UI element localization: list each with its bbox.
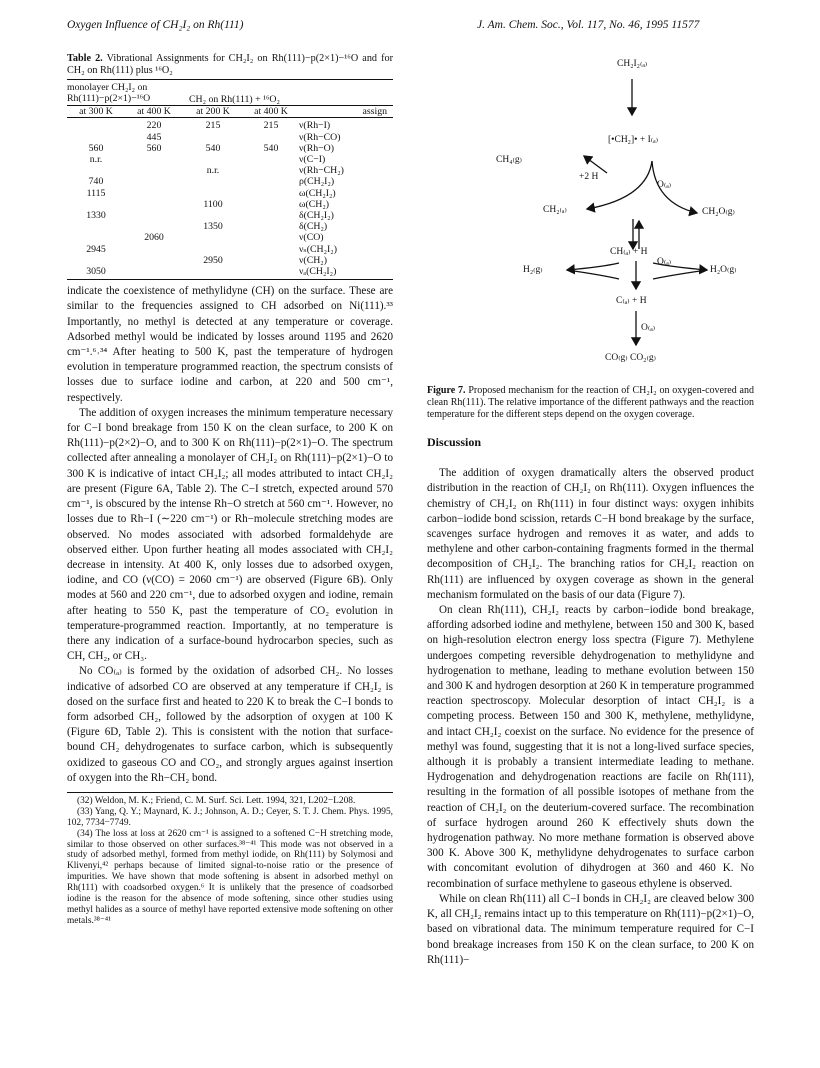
table-cell-assign: δ(CH₂I₂) <box>299 210 334 222</box>
table-cell: 560 <box>88 142 104 154</box>
table-cell <box>183 210 243 221</box>
table-cell <box>125 188 183 199</box>
section-title: Discussion <box>427 435 482 449</box>
table-row <box>67 210 393 221</box>
table-cell: 215 <box>205 120 221 132</box>
table-cell: 2945 <box>86 243 106 255</box>
table-caption-text: Vibrational Assignments for CH₂I₂ on Rh(111)−p(2×1)−¹⁶O and for CH₂ on Rh(111) plus ¹⁶O₂ <box>67 53 393 76</box>
table-group-header-2: CH₂ on Rh(111) + ¹⁶O₂ <box>189 94 280 105</box>
table-group-header-1: monolayer CH₂I₂ on Rh(111)−p(2×1)−¹⁶O <box>67 82 151 105</box>
table-cell: 2950 <box>203 254 223 266</box>
table-cell-assign: νₛ(CH₂I₂) <box>299 243 337 255</box>
table-cell <box>183 266 243 277</box>
arrow <box>567 263 619 270</box>
table-cell <box>243 199 299 210</box>
table-cell <box>125 199 183 210</box>
table-cell-assign: ν(Rh−CH₂) <box>299 165 344 177</box>
table-cell <box>243 176 299 187</box>
table-cell-assign: ν(CH₂) <box>299 254 327 266</box>
label-ch2o: CH₂O₍g₎ <box>702 207 735 217</box>
label-plus-2h: +2 H <box>579 172 599 182</box>
table-caption-label: Table 2. <box>67 53 103 64</box>
table-cell <box>125 244 183 255</box>
table-row <box>67 266 393 277</box>
body-paragraph: While on clean Rh(111) all C−I bonds in CH₂I₂ are cleaved below 300 K, all CH₂I₂ remains intact up to this temperature on Rh(111)−p(2×1)−O, based on vibrational data. The minimum temperature required for C−I bond breakage increases from 150 K on the clean surface, to 200 K on Rh(111)− <box>427 892 754 966</box>
table-cell <box>243 255 299 266</box>
table-row <box>67 199 393 210</box>
table-cell <box>67 165 125 176</box>
table-row <box>67 232 393 243</box>
table-cell-assign: νₐ(CH₂I₂) <box>299 266 337 278</box>
table-cell: 3050 <box>86 266 106 278</box>
table-cell <box>183 176 243 187</box>
label-oa: O₍ₐ₎ <box>657 257 672 267</box>
table-cell: 1350 <box>203 221 223 233</box>
table-cell <box>243 232 299 243</box>
running-header-left: Oxygen Influence of CH₂I₂ on Rh(111) <box>67 19 244 31</box>
table-cell-assign: ν(Rh−CO) <box>299 131 341 143</box>
figure-caption-label: Figure 7. <box>427 385 466 396</box>
label-co-co2: CO₍g₎ CO₂₍g₎ <box>605 353 656 363</box>
label-oa: O₍ₐ₎ <box>657 180 672 190</box>
footnote: (34) The loss at loss at 2620 cm⁻¹ is assigned to a softened C−H stretching mode, similar to those observed on other surfaces.³⁸⁻⁴¹ This mode was not observed in a study of adsorbed methyl, formed from methyl iodide, on Rh(111) by Solymosi and Klivenyi,⁴² perhaps because of limited signal-to-noise ratio or the presence of impurities. We have shown that mode softening is absent in adsorbed methyl on Rh(111) with coadsorbed oxygen.⁶ It is unlikely that the presence of coadsorbed iodine is the reason for the absence of mode softening, since other studies using methyl halides as a source of methyl have reported extensive mode softening on other metals.³⁸⁻⁴¹ <box>67 828 393 926</box>
table-cell <box>183 188 243 199</box>
table-cell: 740 <box>88 176 104 188</box>
table-cell <box>243 244 299 255</box>
table-cell <box>67 132 125 143</box>
table-cell-assign: ν(C−I) <box>299 154 326 166</box>
table-cell: 1115 <box>86 187 106 199</box>
table-cell: 1330 <box>86 210 106 222</box>
table-cell <box>183 244 243 255</box>
table-cell <box>125 165 183 176</box>
table-cell: 220 <box>146 120 162 132</box>
table-cell-assign: δ(CH₂) <box>299 221 328 233</box>
table-caption <box>67 53 393 77</box>
label-oa: O₍ₐ₎ <box>641 323 656 333</box>
label-c-plus-h: C₍ₐ₎ + H <box>616 296 647 306</box>
table-cell: 540 <box>205 142 221 154</box>
table-cell <box>243 188 299 199</box>
table-cell <box>243 154 299 165</box>
table-cell <box>125 210 183 221</box>
table-cell: n.r. <box>89 154 103 166</box>
right-column <box>427 53 754 968</box>
label-ch2-radical: [•CH₂]• + I₍ₐ₎ <box>608 135 659 145</box>
left-column <box>67 53 393 927</box>
table-col-header: at 300 K <box>79 106 113 118</box>
table-col-header: assign <box>362 106 387 118</box>
table-cell <box>67 199 125 210</box>
table-row <box>67 143 393 154</box>
table-cell <box>243 266 299 277</box>
figure-caption-text: Proposed mechanism for the reaction of CH₂I₂ on oxygen-covered and clean Rh(111). The relative importance of the different pathways and the reaction temperature for the different steps depend on the oxygen coverage. <box>427 385 754 420</box>
running-header-right: J. Am. Chem. Soc., Vol. 117, No. 46, 1995 11577 <box>477 19 700 31</box>
table-cell <box>125 154 183 165</box>
table-cell-assign: ω(CH₂I₂) <box>299 187 336 199</box>
table-cell: 540 <box>263 142 279 154</box>
table-cell <box>243 210 299 221</box>
table-cell: 2060 <box>144 232 164 244</box>
table-cell: 1100 <box>203 198 223 210</box>
table-cell <box>243 132 299 143</box>
table-cell-assign: ν(Rh−O) <box>299 142 334 154</box>
table-row <box>67 255 393 266</box>
label-ch-plus-h: CH₍ₐ₎ + H <box>610 247 648 257</box>
table-cell <box>67 232 125 243</box>
body-paragraph: No CO₍ₐ₎ is formed by the oxidation of adsorbed CH₂. No losses indicative of adsorbed CO are observed at any temperature if CH₂I₂ is dosed on the surface first and heated to 220 K to break the C−I bonds to form adsorbed CH₂, followed by the adsorption of oxygen at 100 K (Figure 6D, Table 2). This is consistent with the notion that surface-bound CH₂ dehydrogenates to surface carbon, which is subsequently oxidized to gaseous CO and CO₂, and strongly argues against insertion of oxygen into the Rh−CH₂ bond. <box>67 665 393 784</box>
table-cell: 445 <box>146 131 162 143</box>
table-col-header: at 400 K <box>137 106 171 118</box>
label-ch2i2: CH₂I₂₍ₐ₎ <box>617 59 648 69</box>
table-cell <box>67 255 125 266</box>
table-row <box>67 188 393 199</box>
table-row <box>67 132 393 143</box>
label-ch2a: CH₂₍ₐ₎ <box>543 205 567 215</box>
table-cell: n.r. <box>206 165 220 177</box>
table-cell <box>125 255 183 266</box>
table-cell <box>243 165 299 176</box>
label-h2o: H₂O₍g₎ <box>710 265 737 275</box>
table-row <box>67 118 393 132</box>
table-cell: 215 <box>263 120 279 132</box>
table-cell-assign: ρ(CH₂I₂) <box>299 176 335 188</box>
table-row <box>67 221 393 232</box>
table-cell-assign: ν(CO) <box>299 232 324 244</box>
table-row <box>67 154 393 165</box>
vibrational-assignments-table <box>67 79 393 277</box>
footnotes <box>67 792 393 927</box>
table-cell <box>125 221 183 232</box>
arrow-stroke <box>653 270 707 279</box>
table-row <box>67 165 393 176</box>
table-cell <box>183 132 243 143</box>
body-paragraph: indicate the coexistence of methylidyne (CH) on the surface. These are similar to the frequencies assigned to CH adsorbed on Ni(111).³³ Importantly, no methyl is detected at any temperature or coverage. Adsorbed methyl would be indicated by losses around 1195 and 2620 cm⁻¹.⁶˒³⁴ After heating to 500 K, past the temperature of hydrogen evolution in temperature programmed reaction, the spectrum consists of losses due to surface iodine and carbon, at 220 and 500 cm⁻¹, respectively. <box>67 285 393 404</box>
table-cell-assign: ω(CH₂) <box>299 198 329 210</box>
figure-caption <box>427 385 754 421</box>
table-cell <box>243 221 299 232</box>
label-ch4: CH₄₍g₎ <box>496 155 522 165</box>
table-cell <box>183 154 243 165</box>
table-row <box>67 244 393 255</box>
table-cell <box>67 221 125 232</box>
table-cell <box>183 232 243 243</box>
table-cell <box>125 266 183 277</box>
table-cell <box>67 118 125 132</box>
table-cell: 560 <box>146 142 162 154</box>
table-col-header: at 400 K <box>254 106 288 118</box>
footnote: (33) Yang, Q. Y.; Maynard, K. J.; Johnson, A. D.; Ceyer, S. T. J. Chem. Phys. 1995, 102, 7734−7749. <box>67 806 393 828</box>
footnote: (32) Weldon, M. K.; Friend, C. M. Surf. Sci. Lett. 1994, 321, L202−L208. <box>77 795 356 806</box>
table-col-header: at 200 K <box>196 106 230 118</box>
table-cell-assign: ν(Rh−I) <box>299 120 331 132</box>
mechanism-figure <box>427 53 754 385</box>
table-row <box>67 176 393 187</box>
body-paragraph: The addition of oxygen dramatically alters the observed product distribution in the reaction of CH₂I₂ on Rh(111). Oxygen influences the chemistry of CH₂I₂ on Rh(111) in four distinct ways: oxygen inhibits carbon−iodide bond scission, retards C−H bond breakage by the surface, scavenges surface hydrogen and removes it as water, and adds to methylene and other carbon-containing fragments formed in the thermal decomposition of CH₂I₂. The branching ratios for CH₂I₂ reaction on Rh(111) are influenced by oxygen coverage as shown in the general mechanism formulated on the basis of our data (Figure 7). <box>427 467 754 601</box>
arrow-stroke <box>567 270 619 279</box>
body-paragraph: The addition of oxygen increases the minimum temperature necessary for C−I bond breakage from 150 K on the clean surface, to 200 K on Rh(111)−p(2×2)−O, and to 300 K on Rh(111)−p(2×1)−O. The spectrum collected after annealing a monolayer of CH₂I₂ on Rh(111)−p(2×1)−O to 300 K is indicative of intact CH₂I₂; all modes attributed to intact CH₂I₂ are present (Figure 6A, Table 2). The C−I stretch, expected around 570 cm⁻¹, is obscured by the intense Rh−O stretch at 560 cm⁻¹. However, no losses due to Rh−I (∼220 cm⁻¹) or Rh−molecule stretching modes are observed. No modes associated with adsorbed formaldehyde are observed either. Upon further heating all modes associated with CH₂I₂ decrease in intensity. At 400 K, only losses due to adsorbed oxygen, iodine, and CO (ν(CO) = 2060 cm⁻¹) are observed (Figure 6B). Only modes at 560 and 220 cm⁻¹, due to adsorbed oxygen and iodine, remain after heating to 550 K, past the temperature of CO₂ evolution in temperature-programmed reaction. Importantly, at no temperature is there any indication of a surface-bound hydrocarbon species, such as CH, CH₂, or CH₃. <box>67 406 393 663</box>
body-paragraph: On clean Rh(111), CH₂I₂ reacts by carbon−iodide bond breakage, affording adsorbed iodine and methylene, between 150 and 300 K, based on high-resolution electron energy loss spectra (Figure 7). Methylene undergoes competing reversible dehydrogenation to methylidyne and hydrogenation to methane, leading to methane evolution between 150 and 300 K and hydrogen desorption at 260 K in temperature programmed reaction spectroscopy. Molecular desorption of intact CH₂I₂ is a competing process. Between 150 and 300 K, methylene, methylidyne, and intact CH₂I₂ coexist on the surface. No evidence for the presence of methyl was found, suggesting that it is not a long-lived surface species, although it is probably a transient intermediate leading to methane. Hydrogenation and dehydrogenation reactions are facile on Rh(111), resulting in the formation of all possible isotopes of methane from the reaction of CH₂I₂ on the deuterium-covered surface. The recombination of surface hydrogen around 260 K effectively shuts down the hydrogenation pathway. No more methane formation is observed above 300 K. Above 300 K, methylidyne dehydrogenates to surface carbon with concomitant evolution of dihydrogen at 360 and 460 K. No recombination of surface methylene to gaseous ethylene is observed. <box>427 604 754 890</box>
table-cell <box>125 176 183 187</box>
label-h2: H₂₍g₎ <box>523 265 543 275</box>
